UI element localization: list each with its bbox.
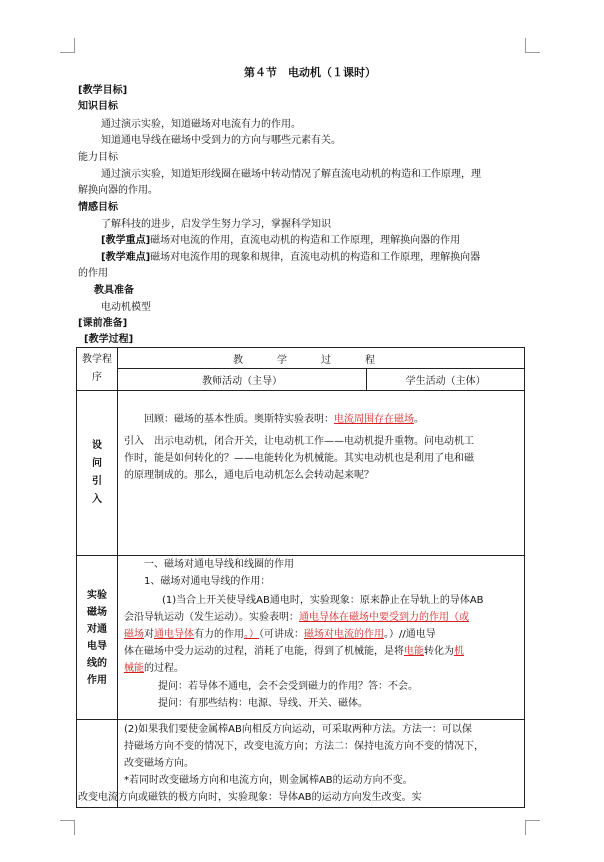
process-header: [教学过程] [84, 334, 134, 345]
ability-item: 通过演示实验，知道矩形线圈在磁场中转动情况了解直流电动机的构造和工作原理，理 [101, 169, 481, 180]
key-point-text: 磁场对电流的作用，直流电动机的构造和工作原理，理解换向器的作用 [150, 235, 461, 246]
teacher-col-header: 教师活动（主导） [117, 369, 366, 391]
direction-line: 持磁场方向不变的情况下，改变电流方向；方法二：保持电流方向不变的情况下， [123, 741, 484, 752]
experiment-line: 械能的过程。 [123, 663, 184, 674]
highlight-text: 机 [453, 646, 464, 657]
direction-line: 改变电流方向或磁铁的极方向时，实验现象：导体AB的运动方向发生改变。实 [77, 792, 422, 803]
intro-line: 的原理制成的。那么，通电后电动机怎么会转动起来呢？ [123, 470, 374, 481]
lesson-process-table [76, 347, 525, 808]
emotion-item: 了解科技的进步，启发学生努力学习，掌握科学知识 [101, 219, 331, 230]
page-corner-mark [60, 820, 75, 835]
experiment-content [117, 556, 524, 720]
highlight-text: 电能 [403, 646, 424, 657]
intro-content [117, 391, 524, 556]
key-point [101, 234, 460, 248]
experiment-line: 会沿导轨运动（发生运动）。实验表明：通电导体在磁场中要受到力的作用（或 [123, 612, 469, 623]
difficulty [101, 251, 480, 265]
direction-line: (2)如果我们要使金属棒AB向相反方向运动，可采取两种方法。方法一：可以保 [123, 724, 472, 735]
highlight-text: 磁场 [123, 629, 144, 640]
highlight-text: 通电导体 [153, 629, 194, 640]
key-point-label: [教学重点] [101, 235, 151, 246]
direction-line: *若同时改变磁场方向和电流方向，则金属棒AB的运动方向不变。 [123, 775, 413, 786]
highlight-text: 械能 [123, 663, 144, 674]
direction-content [77, 720, 524, 808]
page-corner-mark [525, 38, 540, 53]
page-corner-mark [60, 38, 75, 53]
question-line: 提问：有那些结构：电源、导线、开关、磁体。 [157, 698, 368, 709]
intro-line: 引入 出示电动机，闭合开关，让电动机工作——电动机提升重物。问电动机工 [123, 436, 474, 447]
knowledge-header: 知识目标 [78, 101, 118, 112]
goals-header: [教学目标] [78, 85, 128, 96]
question-line: 提问：若导体不通电，会不会受到磁力的作用？答：不会。 [157, 681, 418, 692]
highlight-text: 电流周围存在磁场 [333, 414, 414, 425]
knowledge-item: 通过演示实验，知道磁场对电流有力的作用。 [101, 119, 301, 130]
ability-header: 能力目标 [78, 152, 118, 163]
page-corner-mark [525, 820, 540, 835]
knowledge-item: 知道通电导线在磁场中受到力的方向与哪些元素有关。 [101, 135, 341, 146]
ability-item-cont: 解换向器的作用。 [78, 185, 158, 196]
direction-line: 改变磁场方向。 [123, 758, 194, 769]
experiment-line: 体在磁场中受力运动的过程，消耗了电能，得到了机械能，是将电能转化为机 [123, 646, 464, 657]
col-program-header: 教学程序 [77, 348, 118, 391]
page-title: 第４节 电动机（１课时） [244, 66, 376, 79]
experiment-line: 磁场对通电导体有力的作用。）（可讲成：磁场对电流的作用。）//通电导 [123, 629, 436, 640]
intro-line: 回顾：磁场的基本性质。奥斯特实验表明：电流周围存在磁场。 [143, 414, 424, 425]
highlight-text: 磁场对电流的作用 [303, 629, 384, 640]
highlight-text: 。） [243, 629, 259, 640]
experiment-line: (1)当合上开关使导线AB通电时，实验现象：原来静止在导轨上的导体AB [161, 595, 484, 606]
difficulty-label: [教学难点] [101, 252, 151, 263]
row-label-experiment: 实验磁场对通电导线的作用 [77, 556, 118, 720]
difficulty-text-cont: 的作用 [78, 268, 108, 279]
prep-header: [课前准备] [78, 318, 128, 329]
highlight-text: 通电导体在磁场中要受到力的作用（或 [298, 612, 469, 623]
tools-header: 教具准备 [94, 285, 134, 296]
difficulty-text: 磁场对电流作用的现象和规律，直流电动机的构造和工作原理，理解换向器 [150, 252, 481, 263]
process-title-header: 教学过程 [117, 348, 524, 369]
intro-line: 作时，能是如何转化的？——电能转化为机械能。其实电动机也是利用了电和磁 [123, 453, 474, 464]
subsection-heading: 1、磁场对通电导线的作用： [143, 576, 271, 587]
section-heading: 一、磁场对通电导线和线圈的作用 [143, 559, 294, 570]
emotion-header: 情感目标 [78, 202, 118, 213]
student-col-header: 学生活动（主体） [367, 369, 525, 391]
tools-text: 电动机模型 [101, 302, 151, 313]
row-label-intro: 设问引入 [77, 391, 118, 556]
